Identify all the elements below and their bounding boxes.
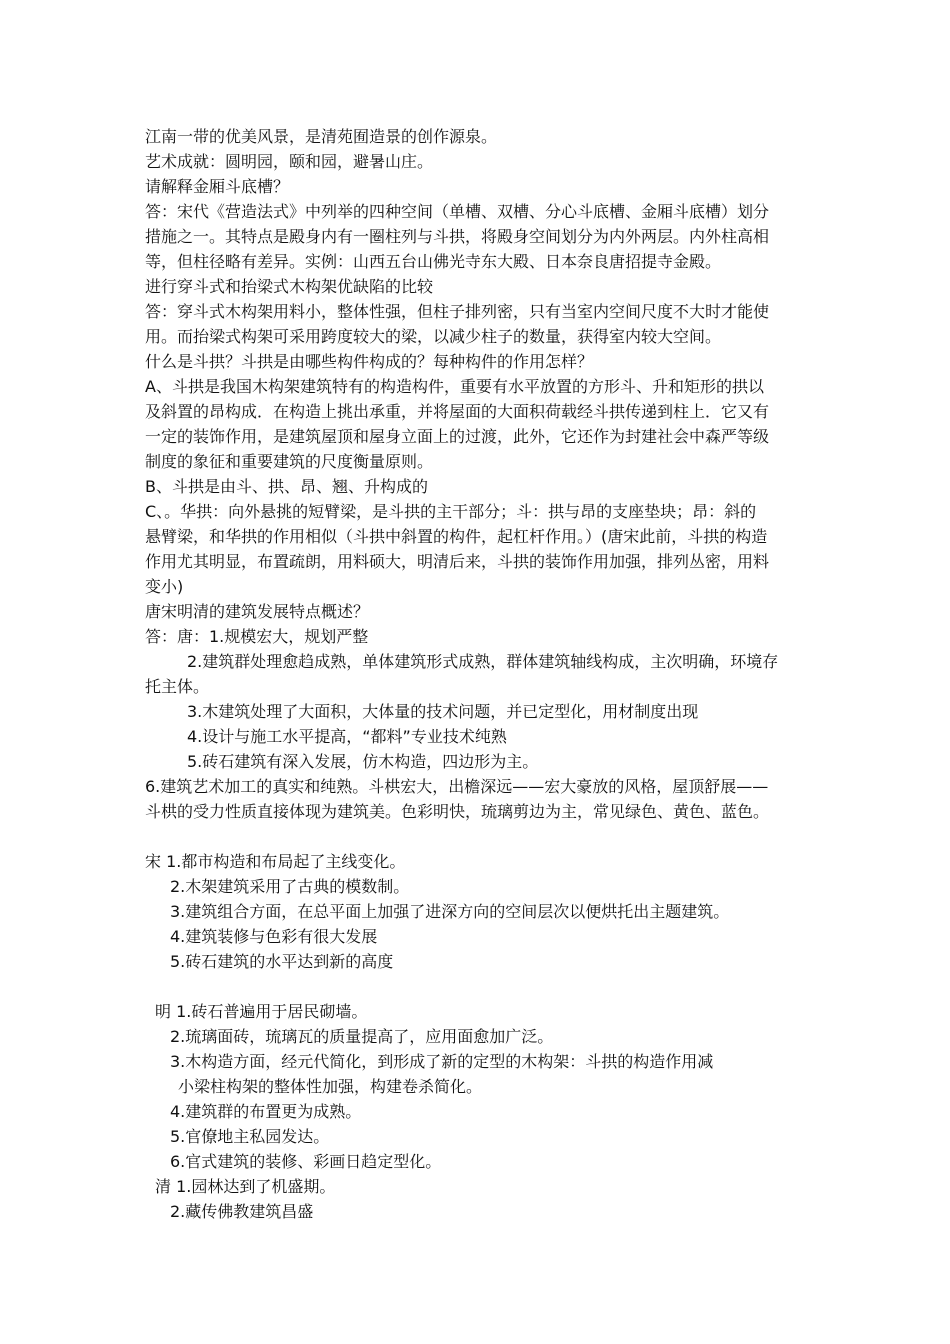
question-line: 进行穿斗式和抬梁式木构架优缺陷的比较 <box>145 277 434 296</box>
list-item: 2.藏传佛教建筑昌盛 <box>170 1202 314 1221</box>
list-item: 6.建筑艺术加工的真实和纯熟。斗栱宏大，出檐深远——宏大豪放的风格，屋顶舒展—— <box>145 777 769 796</box>
answer-line: 答：唐：1.规模宏大，规划严整 <box>145 627 369 646</box>
list-item: 3.建筑组合方面，在总平面上加强了进深方向的空间层次以便烘托出主题建筑。 <box>170 902 730 921</box>
answer-line: 作用尤其明显，布置疏朗，用料硕大，明清后来，斗拱的装饰作用加强，排列丛密，用料 <box>145 552 770 571</box>
list-item: 3.木构造方面，经元代简化，到形成了新的定型的木构架：斗拱的构造作用减 <box>170 1052 714 1071</box>
list-item: 4.建筑群的布置更为成熟。 <box>170 1102 362 1121</box>
list-item-continued: 斗栱的受力性质直接体现为建筑美。色彩明快，琉璃剪边为主，常见绿色、黄色、蓝色。 <box>145 802 770 821</box>
answer-line: 变小) <box>145 577 184 596</box>
list-item: 2.建筑群处理愈趋成熟，单体建筑形式成熟，群体建筑轴线构成，主次明确，环境存 <box>187 652 779 671</box>
answer-line: 用。而抬梁式构架可采用跨度较大的梁，以减少柱子的数量，获得室内较大空间。 <box>145 327 722 346</box>
answer-line: 等，但柱径略有差异。实例：山西五台山佛光寺东大殿、日本奈良唐招提寺金殿。 <box>145 252 722 271</box>
list-item: 4.设计与施工水平提高，“都料”专业技术纯熟 <box>187 727 507 746</box>
text-line: 艺术成就：圆明园，颐和园，避暑山庄。 <box>145 152 434 171</box>
text-line: 江南一带的优美风景，是清苑囿造景的创作源泉。 <box>145 127 498 146</box>
list-item: 2.琉璃面砖，琉璃瓦的质量提高了，应用面愈加广泛。 <box>170 1027 554 1046</box>
answer-line: 答：穿斗式木构架用料小，整体性强，但柱子排列密，只有当室内空间尺度不大时才能使 <box>145 302 770 321</box>
list-item: 4.建筑装修与色彩有很大发展 <box>170 927 378 946</box>
list-item: 宋 1.都市构造和布局起了主线变化。 <box>145 852 406 871</box>
answer-line: A、斗拱是我国木构架建筑特有的构造构件，重要有水平放置的方形斗、升和矩形的拱以 <box>145 377 764 396</box>
list-item: 5.砖石建筑的水平达到新的高度 <box>170 952 394 971</box>
answer-line: 措施之一。其特点是殿身内有一圈柱列与斗拱，将殿身空间划分为内外两层。内外柱高相 <box>145 227 770 246</box>
list-item: 3.木建筑处理了大面积，大体量的技术问题，并已定型化，用材制度出现 <box>187 702 699 721</box>
answer-line: 及斜置的昂构成．在构造上挑出承重，并将屋面的大面积荷载经斗拱传递到柱上．它又有 <box>145 402 770 421</box>
answer-line: 一定的装饰作用，是建筑屋顶和屋身立面上的过渡，此外，它还作为封建社会中森严等级 <box>145 427 770 446</box>
list-item: 5.砖石建筑有深入发展，仿木构造，四边形为主。 <box>187 752 539 771</box>
answer-line: 制度的象征和重要建筑的尺度衡量原则。 <box>145 452 434 471</box>
list-item: 明 1.砖石普遍用于居民砌墙。 <box>155 1002 368 1021</box>
list-item: 5.官僚地主私园发达。 <box>170 1127 330 1146</box>
list-item-continued: 托主体。 <box>145 677 210 696</box>
answer-line: 悬臂梁，和华拱的作用相似（斗拱中斜置的构件，起杠杆作用。）(唐宋此前，斗拱的构造 <box>145 527 768 546</box>
list-item-continued: 小梁柱构架的整体性加强，构建卷杀简化。 <box>178 1077 483 1096</box>
list-item: 清 1.园林达到了机盛期。 <box>155 1177 336 1196</box>
question-line: 唐宋明清的建筑发展特点概述？ <box>145 602 370 621</box>
question-line: 什么是斗拱？斗拱是由哪些构件构成的？每种构件的作用怎样？ <box>145 352 594 371</box>
answer-line: 答：宋代《营造法式》中列举的四种空间（单槽、双槽、分心斗底槽、金厢斗底槽）划分 <box>145 202 770 221</box>
list-item: 2.木架建筑采用了古典的模数制。 <box>170 877 410 896</box>
answer-line: B、斗拱是由斗、拱、昂、翘、升构成的 <box>145 477 428 496</box>
list-item: 6.官式建筑的装修、彩画日趋定型化。 <box>170 1152 442 1171</box>
question-line: 请解释金厢斗底槽？ <box>145 177 290 196</box>
answer-line: C、。华拱：向外悬挑的短臂梁，是斗拱的主干部分；斗：拱与昂的支座垫块；昂：斜的 <box>145 502 757 521</box>
